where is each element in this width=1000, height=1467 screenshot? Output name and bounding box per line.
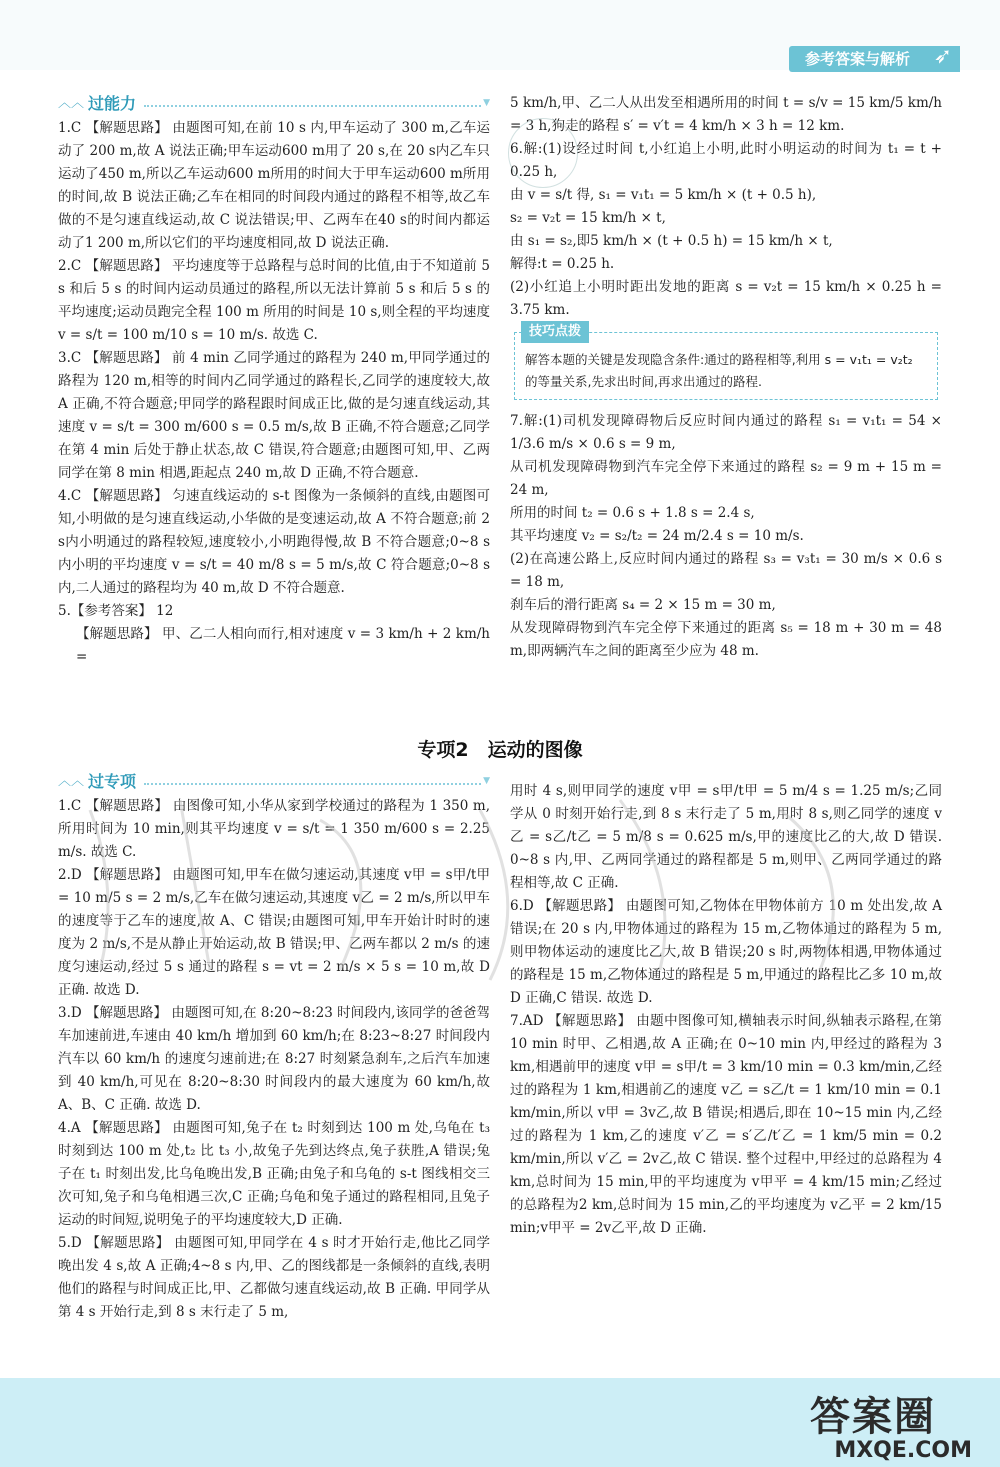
triangle-icon: ▼ <box>483 98 490 108</box>
lower-right-column <box>510 780 942 1240</box>
answer-item: 1.C 【解题思路】 由图像可知,小华从家到学校通过的路程为 1 350 m,所用时间为 10 min,则其平均速度 v = s/t = 1 350 m/600 s = 2.25 m/s. 故选 C. <box>58 798 490 860</box>
upper-left-column <box>58 92 490 669</box>
section-heading-ability <box>58 92 490 115</box>
header-tag-text: 参考答案与解析 <box>804 50 910 68</box>
answer-item: 5.【参考答案】 12 <box>58 603 174 619</box>
tip-label: 技巧点拨 <box>521 321 589 343</box>
tip-box <box>514 324 938 400</box>
answer-item: 【解题思路】 甲、乙二人相向而行,相对速度 v = 3 km/h + 2 km/h = <box>76 626 490 665</box>
answer-item: 4.A 【解题思路】 由题图可知,兔子在 t₂ 时刻到达 100 m 处,乌龟在 t₃ 时刻到达 100 m 处,t₂ 比 t₃ 小,故兔子先到达终点,兔子获胜,A 错误;兔子在 t₁ 时刻出发,比乌龟晚出发,B 正确;由兔子和乌龟的 s-t 图线相交三次可知,兔子和乌龟相遇三次,C 正确;乌龟和兔子通过的路程相同,且兔子运动的时间短,说明兔子的平均速度较大,D 正确. <box>58 1120 490 1228</box>
tip-text: 解答本题的关键是发现隐含条件:通过的路程相等,利用 s = v₁t₁ = v₂t₂ 的等量关系,先求出时间,再求出通过的路程. <box>525 352 913 389</box>
answer-item: 由 v = s/t 得, s₁ = v₁t₁ = 5 km/h × (t + 0.5 h), <box>510 187 817 203</box>
answer-item: 从发现障碍物到汽车完全停下来通过的距离 s₅ = 18 m + 30 m = 48 m,即两辆汽车之间的距离至少应为 48 m. <box>510 620 942 659</box>
answer-item: (2)在高速公路上,反应时间内通过的路程 s₃ = v₃t₁ = 30 m/s × 0.6 s = 18 m, <box>510 551 942 590</box>
answer-item: 2.D 【解题思路】 由题图可知,甲车在做匀速运动,其速度 v甲 = s甲/t甲 = 10 m/5 s = 2 m/s,乙车在做匀速运动,其速度 v乙 = 2 m/s,所以甲车的速度等于乙车的速度,故 A、C 错误;由题图可知,甲车开始计时时的速度为 2 m/s,不是从静止开始运动,故 B 错误;甲、乙两车都以 2 m/s 的速度匀速运动,经过 5 s 通过的路程 s = vt = 2 m/s × 5 s = 10 m,故 D 正确. 故选 D. <box>58 867 490 998</box>
special-topic-title: 专项2 运动的图像 <box>417 739 583 761</box>
answer-item: 其平均速度 v₂ = s₂/t₂ = 24 m/2.4 s = 10 m/s. <box>510 528 804 544</box>
triangle-icon: ▼ <box>483 776 490 786</box>
answer-item: 6.D 【解题思路】 由题图可知,乙物体在甲物体前方 10 m 处出发,故 A 错误;在 20 s 内,甲物体通过的路程为 15 m,乙物体通过的路程为 5 m,则甲物体运动的速度比乙大,故 B 错误;20 s 时,两物体相遇,甲物体通过的路程是 15 m,乙物体通过的路程是 5 m,甲通过的路程比乙多 10 m,故 D 正确,C 错误. 故选 D. <box>510 898 942 1006</box>
section-title: 过能力 <box>88 94 137 113</box>
upper-right-column <box>510 92 942 663</box>
answer-item: 7.解:(1)司机发现障碍物后反应时间内通过的路程 s₁ = v₁t₁ = 54 × 1/3.6 m/s × 0.6 s = 9 m, <box>510 413 942 452</box>
section-heading-special <box>58 770 490 793</box>
answer-item: 从司机发现障碍物到汽车完全停下来通过的路程 s₂ = 9 m + 15 m = 24 m, <box>510 459 942 498</box>
answer-item: 1.C 【解题思路】 由题图可知,在前 10 s 内,甲车运动了 300 m,乙车运动了 200 m,故 A 说法正确;甲车运动600 m用了 20 s,在 20 s内乙车只运动了450 m,所以乙车运动600 m所用的时间大于甲车运动600 m所用的时间,故 B 说法正确;乙车在相同的时间段内通过的路程不相等,故乙车做的不是匀速直线运动,故 C 说法错误;甲、乙两车在40 s的时间内都运动了1 200 m,所以它们的平均速度相同,故 D 说法正确. <box>58 120 490 251</box>
faded-stamp <box>508 118 578 188</box>
lower-left-column <box>58 770 490 1324</box>
answer-item: 5 km/h,甲、乙二人从出发至相遇所用的时间 t = s/v = 15 km/5 km/h = 3 h,狗走的路程 s′ = v′t = 4 km/h × 3 h = 12 km. <box>510 95 942 134</box>
dotted-rule <box>144 783 481 785</box>
answer-item: 6.解:(1)设经过时间 t,小红追上小明,此时小明运动的时间为 t₁ = t + 0.25 h, <box>510 141 942 180</box>
watermark-logo: 答案圈 <box>810 1394 936 1440</box>
wave-icon: ︿︿ <box>58 774 85 789</box>
answer-item: 刹车后的滑行距离 s₄ = 2 × 15 m = 30 m, <box>510 597 776 613</box>
section-title: 过专项 <box>88 772 137 791</box>
answer-item: 解得:t = 0.25 h. <box>510 256 615 272</box>
answer-item: 所用的时间 t₂ = 0.6 s + 1.8 s = 2.4 s, <box>510 505 755 521</box>
dotted-rule <box>144 105 481 107</box>
answer-item: 用时 4 s,则甲同学的速度 v甲 = s甲/t甲 = 5 m/4 s = 1.25 m/s;乙同学从 0 时刻开始行走,到 8 s 末行走了 5 m,用时 8 s,则乙同学的速度 v乙 = s乙/t乙 = 5 m/8 s = 0.625 m/s,甲的速度比乙的大,故 D 错误. 0~8 s 内,甲、乙两同学通过的路程都是 5 m,则甲、乙两同学通过的路程相等,故 C 正确. <box>510 783 942 891</box>
answer-item: 5.D 【解题思路】 由题图可知,甲同学在 4 s 时才开始行走,他比乙同学晚出发 4 s,故 A 正确;4~8 s 内,甲、乙的图线都是一条倾斜的直线,表明他们的路程与时间成正比,甲、乙都做匀速直线运动,故 B 正确. 甲同学从第 4 s 开始行走,到 8 s 末行走了 5 m, <box>58 1235 490 1320</box>
answer-item: s₂ = v₂t = 15 km/h × t, <box>510 210 666 226</box>
answer-item: 3.C 【解题思路】 前 4 min 乙同学通过的路程为 240 m,甲同学通过的路程为 120 m,相等的时间内乙同学通过的路程长,乙同学的速度较大,故 A 正确,不符合题意;甲同学的路程跟时间成正比,做的是匀速直线运动,其速度 v = s/t = 300 m/600 s = 0.5 m/s,故 B 正确,不符合题意;乙同学在第 4 min 后处于静止状态,故 C 错误,符合题意;由题图可知,甲、乙两同学在第 8 min 相遇,距起点 240 m,故 D 正确,不符合题意. <box>58 350 490 481</box>
rocket-icon: ➶ <box>933 44 952 69</box>
header-section-tag <box>789 46 960 72</box>
answer-item: 2.C 【解题思路】 平均速度等于总路程与总时间的比值,由于不知道前 5 s 和后 5 s 的时间内运动员通过的路程,所以无法计算前 5 s 和后 5 s 的平均速度;运动员跑完全程 100 m 所用的时间是 10 s,则全程的平均速度 v = s/t = 100 m/10 s = 10 m/s. 故选 C. <box>58 258 490 343</box>
answer-item: 3.D 【解题思路】 由题图可知,在 8:20~8:23 时间段内,该同学的爸爸驾车加速前进,车速由 40 km/h 增加到 60 km/h;在 8:23~8:27 时间段内汽车以 60 km/h 的速度匀速前进;在 8:27 时刻紧急刹车,之后汽车加速到 40 km/h,可见在 8:20~8:30 时间段内的最大速度为 60 km/h,故 A、B、C 正确. 故选 D. <box>58 1005 490 1113</box>
watermark-url: MXQE.COM <box>834 1438 972 1463</box>
answer-item: 4.C 【解题思路】 匀速直线运动的 s-t 图像为一条倾斜的直线,由题图可知,小明做的是匀速直线运动,小华做的是变速运动,故 A 不符合题意;前 2 s内小明通过的路程较短,速度较小,小明跑得慢,故 B 不符合题意;0~8 s 内小明的平均速度 v = s/t = 40 m/8 s = 5 m/s,故 C 符合题意;0~8 s 内,二人通过的路程均为 40 m,故 D 不符合题意. <box>58 488 490 596</box>
wave-icon: ︿︿ <box>58 96 85 111</box>
answer-item: 由 s₁ = s₂,即5 km/h × (t + 0.5 h) = 15 km/h × t, <box>510 233 833 249</box>
answer-item: (2)小红追上小明时距出发地的距离 s = v₂t = 15 km/h × 0.25 h = 3.75 km. <box>510 279 942 318</box>
answer-item: 7.AD 【解题思路】 由题中图像可知,横轴表示时间,纵轴表示路程,在第 10 min 时甲、乙相遇,故 A 正确;在 0~10 min 内,甲经过的路程为 3 km,相遇前甲的速度 v甲 = s甲/t = 3 km/10 min = 0.3 km/min,乙经过的路程为 1 km,相遇前乙的速度 v乙 = s乙/t = 1 km/10 min = 0.1 km/min,所以 v甲 = 3v乙,故 B 错误;相遇后,即在 10~15 min 内,乙经过的路程为 1 km,乙的速度 v′乙 = s′乙/t′乙 = 1 km/5 min = 0.2 km/min,所以 v′乙 = 2v乙,故 C 错误. 整个过程中,甲经过的总路程为 4 km,总时间为 15 min,甲的平均速度为 v甲平 = 4 km/15 min;乙经过的总路程为2 km,总时间为 15 min,乙的平均速度为 v乙平 = 2 km/15 min;v甲平 = 2v乙平,故 D 正确. <box>510 1013 942 1236</box>
